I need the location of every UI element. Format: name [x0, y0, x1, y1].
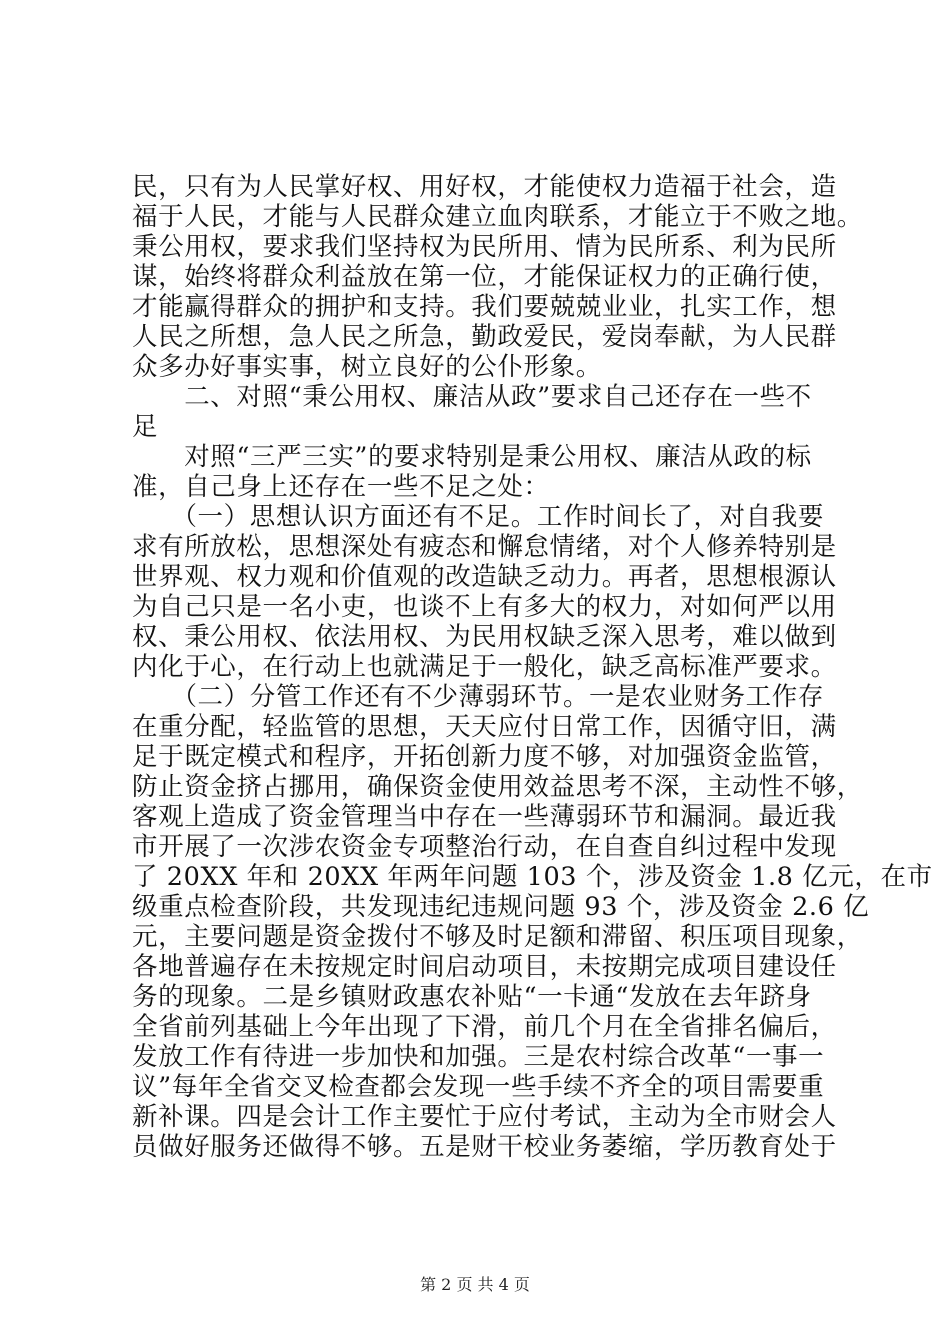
text-line: 对照“三严三实”的要求特别是秉公用权、廉洁从政的标: [132, 442, 812, 472]
text-line: 员做好服务还做得不够。五是财干校业务萎缩，学历教育处于: [132, 1132, 837, 1162]
text-line: 才能赢得群众的拥护和支持。我们要兢兢业业，扎实工作，想: [132, 292, 837, 322]
text-line: 世界观、权力观和价值观的改造缺乏动力。再者，思想根源认: [132, 562, 837, 592]
text-line: 议”每年全省交叉检查都会发现一些手续不齐全的项目需要重: [132, 1072, 825, 1102]
text-line: 新补课。四是会计工作主要忙于应付考试，主动为全市财会人: [132, 1102, 837, 1132]
document-body: [132, 172, 933, 1162]
text-line: 在重分配，轻监管的思想，天天应付日常工作，因循守旧，满: [132, 712, 837, 742]
text-line: 为自己只是一名小吏，也谈不上有多大的权力，对如何严以用: [132, 592, 837, 622]
text-line: 求有所放松，思想深处有疲态和懈怠情绪，对个人修养特别是: [132, 532, 837, 562]
text-line: 元，主要问题是资金拨付不够及时足额和滞留、积压项目现象，: [132, 922, 863, 952]
text-line: 市开展了一次涉农资金专项整治行动，在自查自纠过程中发现: [132, 832, 837, 862]
text-line: 了 20XX 年和 20XX 年两年问题 103 个，涉及资金 1.8 亿元，在市: [132, 862, 933, 892]
page-footer: 第 2 页 共 4 页: [420, 1275, 530, 1294]
text-line: 各地普遍存在未按规定时间启动项目，未按期完成项目建设任: [132, 952, 837, 982]
text-line: 足于既定模式和程序，开拓创新力度不够，对加强资金监管，: [132, 742, 837, 772]
text-line: 权、秉公用权、依法用权、为民用权缺乏深入思考，难以做到: [132, 622, 837, 652]
text-line: 务的现象。二是乡镇财政惠农补贴“一卡通“发放在去年跻身: [132, 982, 812, 1012]
text-line: 发放工作有待进一步加快和加强。三是农村综合改革“一事一: [132, 1042, 825, 1072]
text-line: （一）思想认识方面还有不足。工作时间长了，对自我要: [132, 502, 824, 532]
text-line: 众多办好事实事，树立良好的公仆形象。: [132, 352, 602, 382]
text-line: 足: [132, 412, 159, 442]
text-line: 谋，始终将群众利益放在第一位，才能保证权力的正确行使，: [132, 262, 837, 292]
text-line: 准，自己身上还存在一些不足之处：: [132, 472, 550, 502]
text-line: 全省前列基础上今年出现了下滑，前几个月在全省排名偏后，: [132, 1012, 837, 1042]
text-line: 秉公用权，要求我们坚持权为民所用、情为民所系、利为民所: [132, 232, 837, 262]
text-line: 客观上造成了资金管理当中存在一些薄弱环节和漏洞。最近我: [132, 802, 837, 832]
text-line: 人民之所想，急人民之所急，勤政爱民，爱岗奉献，为人民群: [132, 322, 837, 352]
text-line: 民，只有为人民掌好权、用好权，才能使权力造福于社会，造: [132, 172, 837, 202]
text-line: 二、对照“秉公用权、廉洁从政”要求自己还存在一些不: [132, 382, 812, 412]
text-line: 级重点检查阶段，共发现违纪违规问题 93 个，涉及资金 2.6 亿: [132, 892, 870, 922]
text-line: 防止资金挤占挪用，确保资金使用效益思考不深，主动性不够，: [132, 772, 863, 802]
text-line: 福于人民，才能与人民群众建立血肉联系，才能立于不败之地。: [132, 202, 863, 232]
text-line: 内化于心，在行动上也就满足于一般化，缺乏高标准严要求。: [132, 652, 837, 682]
text-line: （二）分管工作还有不少薄弱环节。一是农业财务工作存: [132, 682, 824, 712]
